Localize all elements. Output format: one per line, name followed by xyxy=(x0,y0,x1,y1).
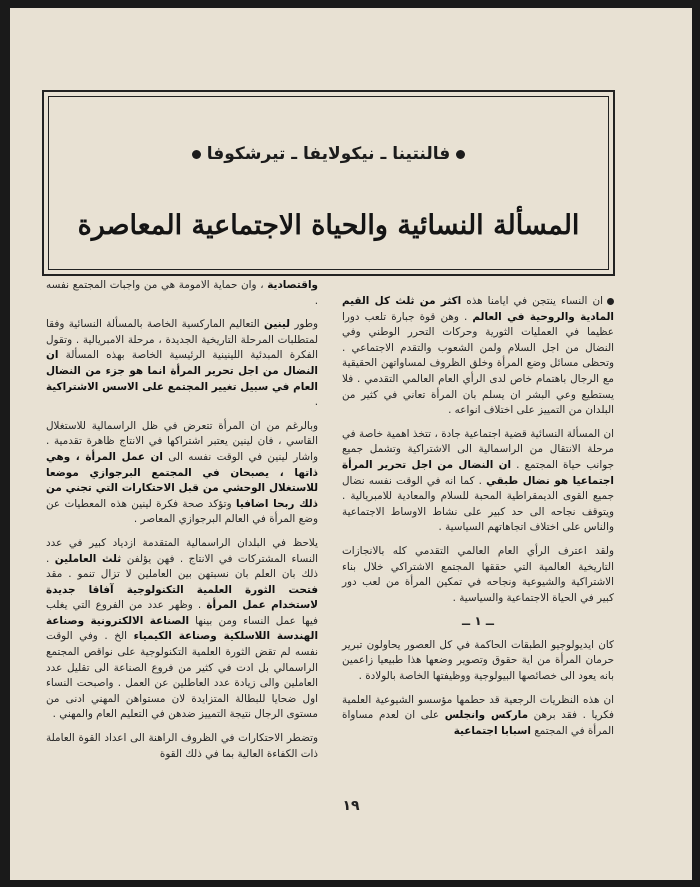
paragraph xyxy=(342,693,614,740)
text: يلاحظ في البلدان الراسمالية المتقدمة ازدياد كبير في عدد النساء المشتركات في الانتاج . فهن يؤلفن xyxy=(46,536,319,565)
article-title: المسألة النسائية والحياة الاجتماعية المعاصرة xyxy=(77,210,580,241)
left-column xyxy=(46,278,318,770)
page xyxy=(10,8,692,880)
text: . كما انه في الوقت نفسه نضال جميع القوى الديمقراطية المحبة للسلام والمعادية للامبريالية . ويتوقف نجاحه الى حد كبير على نشاط الاوساط الاجتماعية والناس على اختلاف اتجاهاتهم السياسية . xyxy=(342,474,614,534)
title-box xyxy=(42,90,615,276)
text: . xyxy=(314,396,318,409)
bold-text: واقتصادية xyxy=(267,279,318,291)
right-column xyxy=(342,294,614,747)
text: وتؤكد صحة فكرة لينين هذه المعطيات عن وضع المرأة في العالم البرجوازي المعاصر . xyxy=(46,497,318,526)
paragraph xyxy=(46,419,318,528)
paragraph: وتضطر الاحتكارات في الظروف الراهنة الى اعداد القوة العاملة ذات الكفاءة العالية بما في ذلك القوة xyxy=(46,732,318,760)
bold-text: ان عمل المرأة ، وهي ذاتها ، يصبحان في المجتمع البرجوازي موضعا للاستغلال الوحشي من قبل الاحتكارات التي تجني من ذلك ربحا اضافيا xyxy=(46,450,318,510)
text: التعاليم الماركسية الخاصة بالمسألة النسائية وفقا لمتطلبات المرحلة التاريخية الجديدة ، مرحلة الامبريالية . وتقول الفكرة المبدئية اللينينية الرئيسية الخاصة بهذه المسألة xyxy=(46,318,318,362)
bold-text: ان النضال من اجل تحرير المرأة انما هو جزء من النضال العام في سبيل تغيير المجتمع على الاسس الاشتراكية xyxy=(46,349,318,393)
text: ان النساء ينتجن في ايامنا هذه xyxy=(461,295,603,307)
text: الخ . وفي الوقت نفسه لم تقض الثورة العلمية التكنولوجية على نواقص المجتمع الراسمالي بل ادت في كثير من فروع الصناعة الى تقليل عدد العاملين والى زيادة عدد العاطلين عن العمل . واصبحت النساء اول ضحايا للبطالة المتزايدة لان مستواهن المهني ادنى من مستوى الرجال نتيجة التمييز ضدهن في التعليم العام والمهني . xyxy=(46,630,318,721)
paragraph xyxy=(342,427,614,536)
bold-text: فتحت الثورة العلمية التكنولوجية آفاقا جديدة لاستخدام عمل المرأة xyxy=(46,583,318,612)
paragraph: كان ايديولوجيو الطبقات الحاكمة في كل العصور يحاولون تبرير حرمان المرأة من اية حقوق وتصوير وضعها هذا طبيعيا زاعمين بانه يعود الى خصائصها البيولوجية ووظيفتها الخاصة بالولادة . xyxy=(342,638,614,683)
bold-text: ثلث العاملين xyxy=(54,552,122,565)
bold-text: اسبابا اجتماعية xyxy=(453,724,531,737)
paragraph xyxy=(46,278,318,309)
text: ان المسألة النسائية قضية اجتماعية جادة ، تتخذ اهمية خاصة في مرحلة الانتقال من الراسمالية الى الاشتراكية وتشمل جميع جوانب حياة المجتمع . xyxy=(342,427,614,471)
paragraph xyxy=(46,536,318,723)
page-number: ١٩ xyxy=(342,798,360,814)
authors-line xyxy=(44,144,613,164)
bold-text: ماركس وانجلس xyxy=(444,709,529,722)
bullet-icon xyxy=(192,150,201,159)
authors: فالنتينا ـ نيكولايفا ـ تيرشكوفا xyxy=(206,144,451,164)
paragraph: ولقد اعترف الرأي العام العالمي التقدمي كله بالانجازات التاريخية العالمية التي حققها المجتمع الاشتراكي خلال بناء الاشتراكية والشيوعية ونجاحه في تمكين المرأة من لعب دور كبير في الحياة الاجتماعية والسياسية . xyxy=(342,544,614,604)
bold-text: لينين xyxy=(264,318,290,331)
bold-text: ان النضال من اجل تحرير المرأة اجتماعيا هو نضال طبقي xyxy=(342,458,614,487)
text: . ذلك بان العلم بان نسبتهن بين العاملين لا تزال تنمو . مقد xyxy=(46,552,318,581)
text: ان هذه النظريات الرجعية قد حطمها مؤسسو الشيوعية العلمية فكريا . فقد برهن xyxy=(342,693,614,722)
paragraph xyxy=(342,294,614,419)
text: ، وان حماية الامومة هي من واجبات المجتمع نفسه . xyxy=(46,279,318,307)
text: على ان لعدم مساواة المرأة في المجتمع xyxy=(342,709,614,737)
text: وبالرغم من ان المرأة تتعرض في ظل الراسمالية للاستغلال القاسي ، فان لينين يعتبر اشتراكها في الانتاج ظاهرة تقدمية . واشار لينين في الوقت نفسه الى xyxy=(46,419,319,463)
bullet-icon xyxy=(607,298,614,305)
paragraph xyxy=(46,317,318,411)
bold-text: الصناعة الالكترونية وصناعة الهندسة اللاسلكية وصناعة الكيمياء xyxy=(46,614,319,643)
text: . وهن قوة جبارة تلعب دورا عظيما في العمليات الثورية وحركات التحرر الوطني وفي النضال من اجل السلام ولمن الشعوب والتقدم الاجتماعي . وتحظى مسائل وضع المرأة وخلق الظروف لمساواتهن الحقيقية مع الرجال باهتمام خاص لدى الرأي العام العالمي التقدمي . فلا يستطيع وعي البشر ان يسلم بان المرأة تعاني في كثير من البلدان من التمييز على اختلاف انواعه . xyxy=(342,310,614,417)
bullet-icon xyxy=(456,150,465,159)
section-number: ــ ١ ــ xyxy=(461,614,495,629)
text: وطور xyxy=(290,318,318,331)
bold-text: اكثر من ثلث كل القيم المادية والروحية في العالم xyxy=(342,295,614,323)
text: . وظهر عدد من الفروع التي يغلب فيها عمل النساء ومن بينها xyxy=(46,599,318,627)
